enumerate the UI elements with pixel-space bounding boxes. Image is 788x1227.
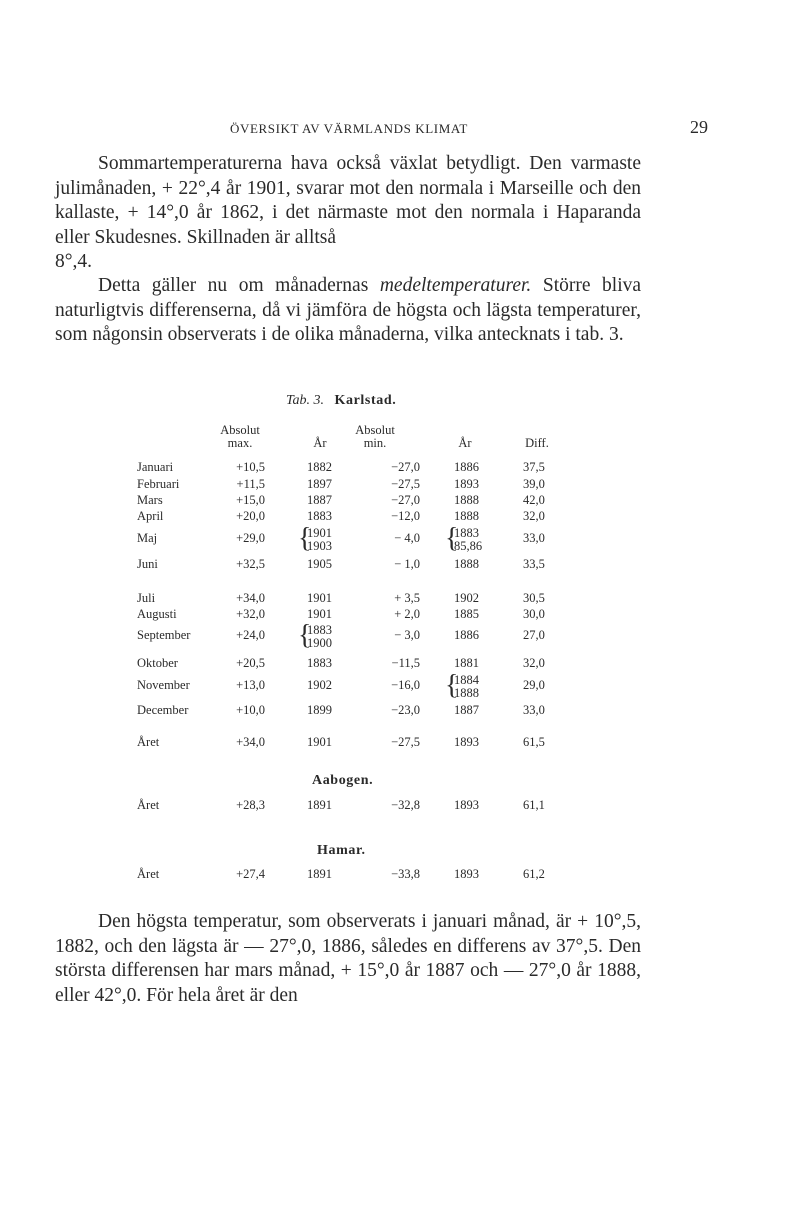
karlstad-row [0, 735, 788, 759]
abs-max-cell: +20,5 [236, 656, 265, 670]
diff-cell: 27,0 [523, 628, 545, 642]
karlstad-row [0, 557, 788, 581]
paragraph-1 [55, 152, 641, 275]
year-min-cell: 1888 [454, 509, 479, 523]
header-abs-max [205, 424, 275, 450]
diff-cell: 33,0 [523, 703, 545, 717]
year-max-cell: 1897 [307, 477, 332, 491]
abs-min-cell: −12,0 [391, 509, 420, 523]
brace-glyph: { [298, 620, 312, 651]
month-cell: Februari [137, 477, 180, 491]
diff-cell: 33,5 [523, 557, 545, 571]
year-min-cell: 1886 [454, 460, 479, 474]
year-min-cell: 1893 [454, 867, 479, 881]
karlstad-row [0, 656, 788, 680]
abs-max-cell: +13,0 [236, 678, 265, 692]
abs-min-cell: −27,0 [391, 493, 420, 507]
abs-min-cell: −27,5 [391, 477, 420, 491]
month-cell: Året [137, 735, 160, 749]
header-abs-min-line1: Absolut [355, 423, 395, 437]
abs-max-cell: +34,0 [236, 591, 265, 605]
year-min-cell: 1893 [454, 798, 479, 812]
abs-min-cell: − 1,0 [394, 557, 420, 571]
brace-glyph: { [445, 523, 459, 554]
diff-cell: 61,1 [523, 798, 545, 812]
month-cell: Året [137, 867, 160, 881]
paragraph-3: Den högsta temperatur, som observerats i januari månad, är + 10°,5, 1882, och den lägsta är — 27°,0, 1886, således en differens av 37°,5. Den största differensen har mars månad, + 15°,0 år 1887 och — 27°,0 år 1888, eller 42°,0. För hela året är den [55, 911, 641, 1006]
year-min-cell: 1885 [454, 607, 479, 621]
abs-max-cell: +10,0 [236, 703, 265, 717]
aabogen-row [0, 798, 788, 822]
karlstad-row [0, 620, 788, 652]
diff-cell: 42,0 [523, 493, 545, 507]
abs-max-cell: +28,3 [236, 798, 265, 812]
month-cell: Augusti [137, 607, 177, 621]
diff-cell: 30,0 [523, 607, 545, 621]
abs-min-cell: −27,0 [391, 460, 420, 474]
year-min-cell: 1886 [454, 628, 479, 642]
diff-cell: 32,0 [523, 656, 545, 670]
abs-min-cell: −33,8 [391, 867, 420, 881]
paragraph-2-emphasis: medeltemperaturer. [379, 275, 532, 296]
year-min-cell: 1888 [454, 557, 479, 571]
abs-min-cell: − 3,0 [394, 628, 420, 642]
table-caption-place: Karlstad. [334, 393, 397, 408]
karlstad-row [0, 703, 788, 727]
running-title: ÖVERSIKT AV VÄRMLANDS KLIMAT [230, 121, 468, 136]
header-year-2: År [458, 436, 472, 450]
abs-min-cell: −11,5 [391, 656, 420, 670]
year-max-cell: 1901 [307, 607, 332, 621]
header-abs-max-line1: Absolut [220, 423, 260, 437]
abs-min-cell: + 3,5 [394, 591, 420, 605]
abs-min-cell: −16,0 [391, 678, 420, 692]
month-cell: Oktober [137, 656, 178, 670]
header-abs-max-line2: max. [227, 436, 253, 450]
abs-max-cell: +34,0 [236, 735, 265, 749]
abs-min-cell: − 4,0 [394, 531, 420, 545]
karlstad-row [0, 509, 788, 533]
abs-max-cell: +27,4 [236, 867, 265, 881]
abs-min-cell: + 2,0 [394, 607, 420, 621]
karlstad-row [0, 670, 788, 702]
year-min-cell: { 1884 1888 [445, 670, 479, 701]
year-max-cell: 1887 [307, 493, 332, 507]
hamar-row [0, 867, 788, 891]
month-cell: November [137, 678, 190, 692]
year-min-cell: 1893 [454, 477, 479, 491]
brace-glyph: { [298, 523, 312, 554]
year-max-cell: { 1883 1900 [298, 620, 332, 651]
diff-cell: 61,2 [523, 867, 545, 881]
abs-max-cell: +32,0 [236, 607, 265, 621]
diff-cell: 61,5 [523, 735, 545, 749]
month-cell: Januari [137, 460, 174, 474]
karlstad-row [0, 523, 788, 555]
abs-max-cell: +32,5 [236, 557, 265, 571]
year-max-cell: 1891 [307, 798, 332, 812]
month-cell: Juni [137, 557, 158, 571]
year-max-cell: 1901 [307, 591, 332, 605]
year-max-cell: { 1901 1903 [298, 523, 332, 554]
year-max-cell: 1901 [307, 735, 332, 749]
year-max-cell: 1905 [307, 557, 332, 571]
year-min-cell: 1881 [454, 656, 479, 670]
year-max-cell: 1902 [307, 678, 332, 692]
diff-cell: 30,5 [523, 591, 545, 605]
header-year-1: År [313, 436, 327, 450]
year-max-cell: 1883 [307, 509, 332, 523]
abs-max-cell: +10,5 [236, 460, 265, 474]
diff-cell: 39,0 [523, 477, 545, 491]
year-min-cell: 1893 [454, 735, 479, 749]
paragraph-1-text: Sommartemperaturerna hava också växlat betydligt. Den varmaste julimånaden, + 22°,4 år 1901, svarar mot den normala i Marseille och den kallaste, + 14°,0 år 1862, i det närmaste mot den normala i Haparanda eller Skudesnes. Skillnaden är alltså [55, 153, 641, 248]
year-max-cell: 1899 [307, 703, 332, 717]
paragraph-2 [55, 274, 641, 348]
year-min-cell: 1902 [454, 591, 479, 605]
month-cell: Mars [137, 493, 163, 507]
diff-cell: 37,5 [523, 460, 545, 474]
month-cell: Juli [137, 591, 156, 605]
paragraph-2-post: Större bliva naturligtvis differenserna, då vi jämföra de högsta och lägsta temperaturer, som någonsin observerats i de olika månaderna, vilka antecknats i tab. 3. [55, 275, 642, 346]
header-abs-min [340, 424, 410, 450]
month-cell: September [137, 628, 191, 642]
diff-cell: 29,0 [523, 678, 545, 692]
year-min-cell: 1888 [454, 493, 479, 507]
abs-max-cell: +15,0 [236, 493, 265, 507]
month-cell: Maj [137, 531, 158, 545]
table-caption-number: Tab. 3. [286, 393, 325, 408]
abs-min-cell: −23,0 [391, 703, 420, 717]
abs-max-cell: +11,5 [236, 477, 265, 491]
year-min-cell: 1887 [454, 703, 479, 717]
page-number: 29 [690, 117, 708, 137]
month-cell: December [137, 703, 189, 717]
diff-cell: 32,0 [523, 509, 545, 523]
hamar-title: Hamar. [317, 843, 366, 858]
diff-cell: 33,0 [523, 531, 545, 545]
month-cell: April [137, 509, 164, 523]
abs-min-cell: −32,8 [391, 798, 420, 812]
header-diff: Diff. [525, 436, 549, 450]
brace-glyph: { [445, 670, 459, 701]
aabogen-title: Aabogen. [312, 773, 374, 788]
month-cell: Året [137, 798, 160, 812]
paragraph-2-pre: Detta gäller nu om månadernas [98, 275, 369, 296]
year-max-cell: 1883 [307, 656, 332, 670]
header-abs-min-line2: min. [363, 436, 387, 450]
year-max-cell: 1882 [307, 460, 332, 474]
abs-max-cell: +29,0 [236, 531, 265, 545]
table-caption [286, 393, 396, 409]
paragraph-1-last: 8°,4. [55, 251, 93, 273]
year-max-cell: 1891 [307, 867, 332, 881]
abs-max-cell: +24,0 [236, 628, 265, 642]
abs-min-cell: −27,5 [391, 735, 420, 749]
abs-max-cell: +20,0 [236, 509, 265, 523]
year-min-cell: { 1883 85,86 [445, 523, 483, 554]
